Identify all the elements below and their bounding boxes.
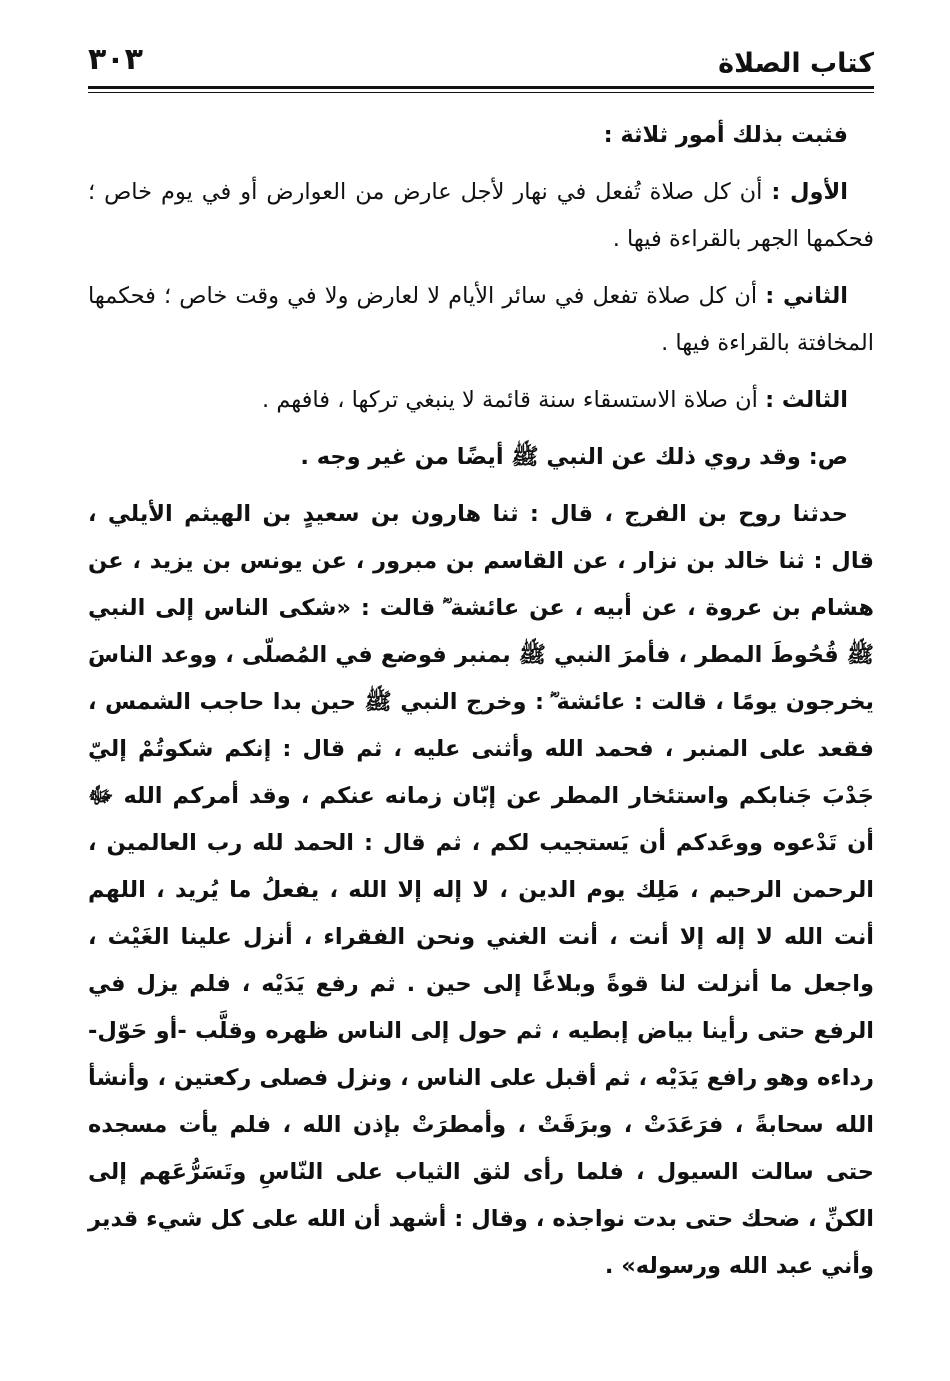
page-body bbox=[88, 112, 874, 1290]
book-title: كتاب الصلاة bbox=[718, 48, 874, 79]
paragraph-second-lead: الثاني : bbox=[765, 283, 848, 309]
paragraph-first-text: أن كل صلاة تُفعل في نهار لأجل عارض من العوارض أو في يوم خاص ؛ فحكمها الجهر بالقراءة فيها . bbox=[88, 179, 874, 252]
header-rule-thin bbox=[88, 92, 874, 93]
paragraph-sad: ص: وقد روي ذلك عن النبي ﷺ أيضًا من غير وجه . bbox=[300, 444, 848, 470]
paragraph-hadith: حدثنا روح بن الفرج ، قال : ثنا هارون بن سعيدٍ بن الهيثم الأيلي ، قال : ثنا خالد بن نزار ، عن القاسم بن مبرور ، عن يونس بن يزيد ، عن هشام بن عروة ، عن أبيه ، عن عائشة ؓ قالت : «شكى الناس إلى النبي ﷺ قُحُوطَ المطر ، فأمرَ النبي ﷺ بمنبر فوضع في المُصلّى ، ووعد الناسَ يخرجون يومًا ، قالت : عائشة ؓ : وخرج النبي ﷺ حين بدا حاجب الشمس ، فقعد على المنبر ، فحمد الله وأثنى عليه ، ثم قال : إنكم شكوتُمْ إليّ جَدْبَ جَنابكم واستئخار المطر عن إبّان زمانه عنكم ، وقد أمركم الله ﷻ أن تَدْعوه ووعَدكم أن يَستجيب لكم ، ثم قال : الحمد لله رب العالمين ، الرحمن الرحيم ، مَلِك يوم الدين ، لا إله إلا الله ، يفعلُ ما يُريد ، اللهم أنت الله لا إله إلا أنت ، أنت الغني ونحن الفقراء ، أنزل علينا الغَيْث ، واجعل ما أنزلت لنا قوةً وبلاغًا إلى حين . ثم رفع يَدَيْه ، فلم يزل في الرفع حتى رأينا بياض إبطيه ، ثم حول إلى الناس ظهره وقلَّب -أو حَوّل- رداءه وهو رافع يَدَيْه ، ثم أقبل على الناس ، ونزل فصلى ركعتين ، وأنشأ الله سحابةً ، فرَعَدَتْ ، وبرَقَتْ ، وأمطرَتْ بإذن الله ، فلم يأت مسجده حتى سالت السيول ، فلما رأى لثق الثياب على النّاسِ وتَسَرُّعَهم إلى الكنِّ ، ضحك حتى بدت نواجذه ، وقال : أشهد أن الله على كل شيء قدير وأني عبد الله ورسوله» . bbox=[88, 501, 874, 1279]
paragraph-third-text: أن صلاة الاستسقاء سنة قائمة لا ينبغي تركها ، فافهم . bbox=[262, 387, 766, 413]
paragraph-third-lead: الثالث : bbox=[765, 387, 848, 413]
paragraph-first bbox=[88, 169, 874, 263]
paragraph-intro: فثبت بذلك أمور ثلاثة : bbox=[603, 122, 848, 148]
header-rule bbox=[88, 86, 874, 89]
paragraph-second-text: أن كل صلاة تفعل في سائر الأيام لا لعارض ولا في وقت خاص ؛ فحكمها المخافتة بالقراءة فيها . bbox=[88, 283, 874, 356]
page-number: ٣٠٣ bbox=[88, 42, 143, 77]
paragraph-first-lead: الأول : bbox=[771, 179, 848, 205]
paragraph-third bbox=[88, 377, 874, 424]
page-header bbox=[88, 38, 874, 90]
paragraph-second bbox=[88, 273, 874, 367]
